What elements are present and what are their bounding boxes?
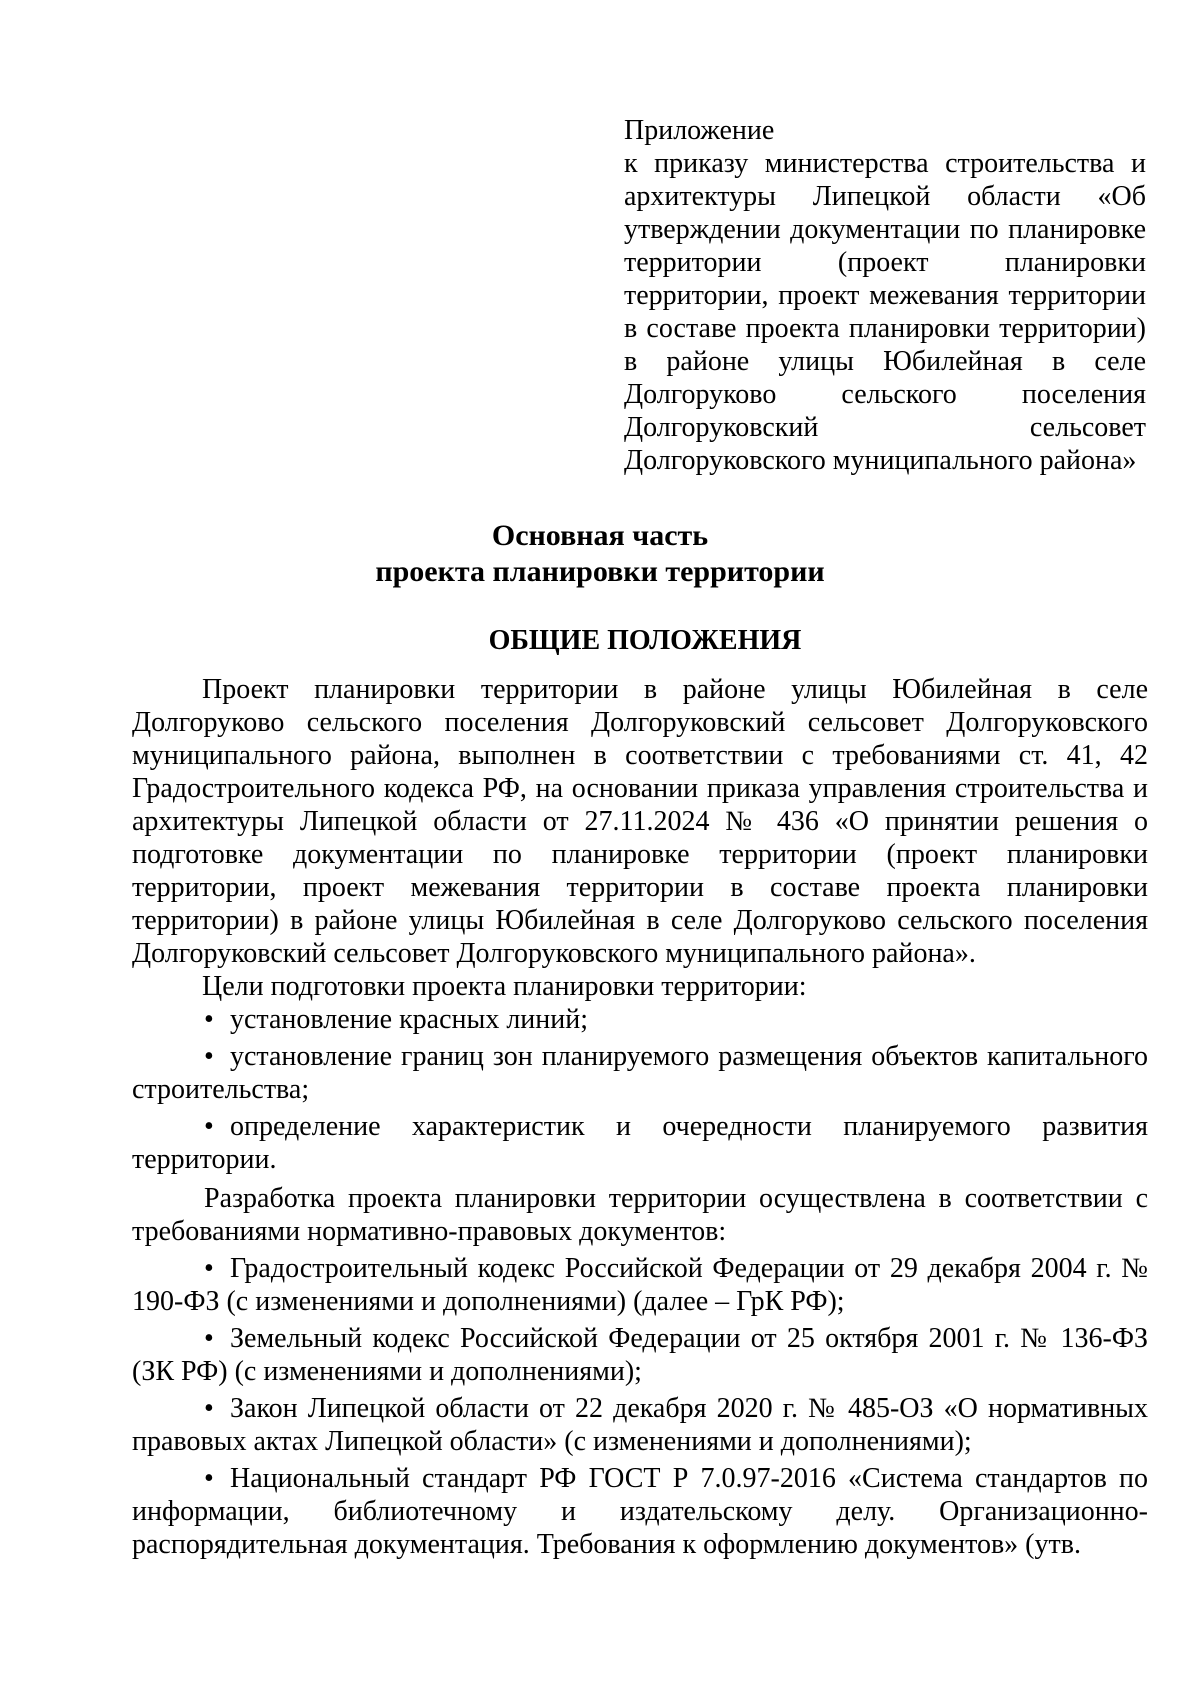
list-item: [132, 1110, 1148, 1176]
list-item-text: Земельный кодекс Российской Федерации от 25 октября 2001 г. № 136-ФЗ (ЗК РФ) (с изменениями и дополнениями);: [132, 1323, 1148, 1387]
list-item-text: установление красных линий;: [230, 1004, 589, 1035]
intro-paragraph: Проект планировки территории в районе улицы Юбилейная в селе Долгоруково сельского поселения Долгоруковский сельсовет Долгоруковского муниципального района, выполнен в соответствии с требованиями ст. 41, 42 Градостроительного кодекса РФ, на основании приказа управления строительства и архитектуры Липецкой области от 27.11.2024 № 436 «О принятии решения о подготовке документации по планировке территории (проект планировки территории, проект межевания территории в составе проекта планировки территории) в районе улицы Юбилейная в селе Долгоруково сельского поселения Долгоруковский сельсовет Долгоруковского муниципального района».: [132, 674, 1148, 969]
list-item-text: определение характеристик и очередности планируемого развития территории.: [132, 1111, 1148, 1175]
list-item-text: установление границ зон планируемого размещения объектов капитального строительства;: [132, 1041, 1148, 1105]
appendix-text: к приказу министерства строительства и архитектуры Липецкой области «Об утверждении документации по планировке территории (проект планировки территории, проект межевания территории в составе проекта планировки территории) в районе улицы Юбилейная в селе Долгоруково сельского поселения Долгоруковский сельсовет Долгоруковского муниципального района»: [624, 148, 1146, 476]
title-line-2: проекта планировки территории: [375, 555, 825, 588]
bullet-icon: •: [204, 1111, 214, 1142]
bullet-icon: •: [204, 1253, 214, 1284]
list-item-text: Национальный стандарт РФ ГОСТ Р 7.0.97-2016 «Система стандартов по информации, библиотечному и издательскому делу. Организационно-распорядительная документация. Требования к оформлению документов» (утв.: [132, 1463, 1148, 1560]
bullet-icon: •: [204, 1393, 214, 1424]
appendix-label: Приложение: [624, 115, 775, 146]
list-item: [132, 1322, 1148, 1388]
list-item: [132, 1462, 1148, 1561]
list-item: [132, 1003, 1148, 1036]
appendix-header: [624, 114, 1146, 477]
bullet-icon: •: [204, 1323, 214, 1354]
bullet-icon: •: [204, 1004, 214, 1035]
bullet-icon: •: [204, 1463, 214, 1494]
goals-heading-text: Цели подготовки проекта планировки территории:: [202, 971, 807, 1002]
development-paragraph: Разработка проекта планировки территории осуществлена в соответствии с требованиями нормативно-правовых документов:: [132, 1183, 1148, 1247]
document-body: [132, 673, 1148, 1561]
goals-heading: [132, 970, 1148, 1003]
list-item-text: Градостроительный кодекс Российской Федерации от 29 декабря 2004 г. № 190-ФЗ (с изменениями и дополнениями) (далее – ГрК РФ);: [132, 1253, 1148, 1317]
bullet-icon: •: [204, 1041, 214, 1072]
title-line-1: Основная часть: [491, 519, 709, 552]
section-heading: ОБЩИЕ ПОЛОЖЕНИЯ: [488, 625, 802, 656]
list-item: [132, 1392, 1148, 1458]
list-item-text: Закон Липецкой области от 22 декабря 2020 г. № 485-ОЗ «О нормативных правовых актах Липецкой области» (с изменениями и дополнениями);: [132, 1393, 1148, 1457]
document-title: [0, 518, 1200, 590]
list-item: [132, 1252, 1148, 1318]
list-item: [132, 1040, 1148, 1106]
